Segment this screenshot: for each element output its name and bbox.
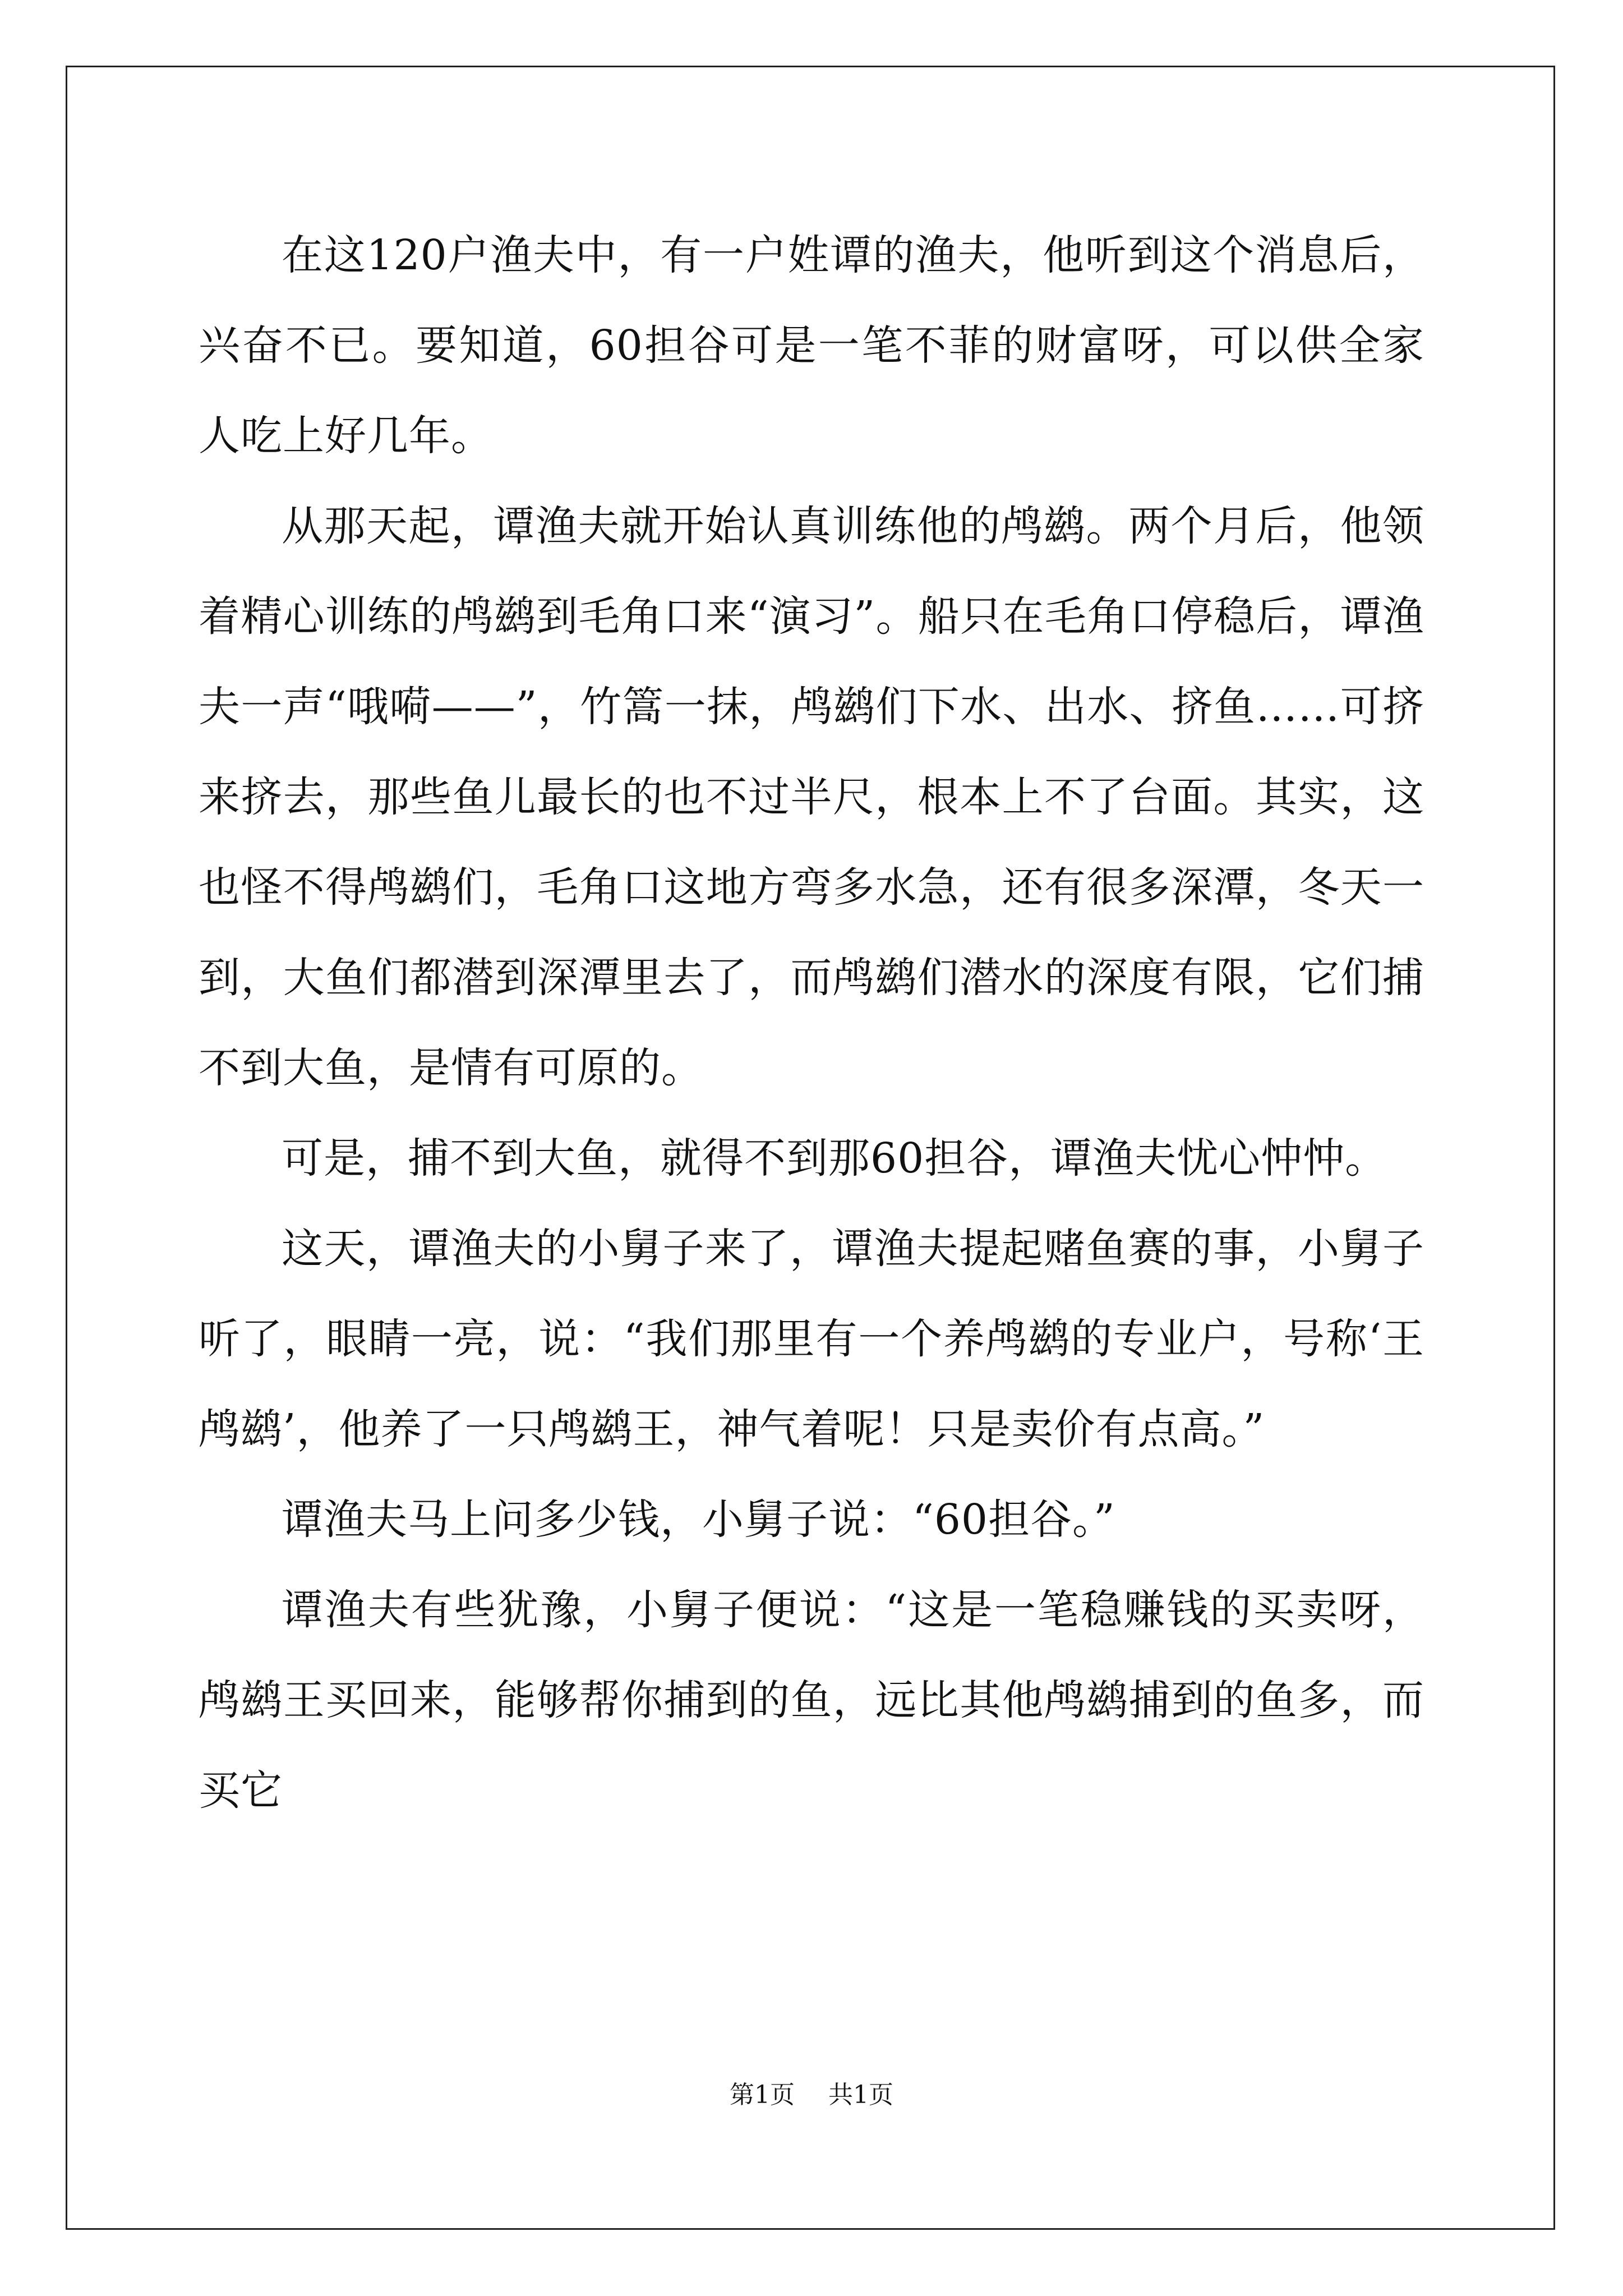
paragraph: 这天，谭渔夫的小舅子来了，谭渔夫提起赌鱼赛的事，小舅子听了，眼睛一亮，说：“我们那里有一个养鸬鹚的专业户，号称‘王鸬鹚’，他养了一只鸬鹚王，神气着呢！只是卖价有点高。”	[199, 1225, 1424, 1453]
total-pages: 共1页	[828, 2081, 893, 2109]
page-number: 第1页	[730, 2081, 795, 2109]
document-body	[199, 210, 1424, 1836]
paragraph: 在这120户渔夫中，有一户姓谭的渔夫，他听到这个消息后，兴奋不已。要知道，60担谷可是一笔不菲的财富呀，可以供全家人吃上好几年。	[199, 231, 1424, 460]
paragraph: 谭渔夫马上问多少钱，小舅子说：“60担谷。”	[282, 1496, 1115, 1544]
page-footer	[0, 2078, 1623, 2112]
paragraph: 从那天起，谭渔夫就开始认真训练他的鸬鹚。两个月后，他领着精心训练的鸬鹚到毛角口来“演习”。船只在毛角口停稳后，谭渔夫一声“哦嗬——”，竹篙一抹，鸬鹚们下水、出水、挤鱼……可挤来挤去，那些鱼儿最长的也不过半尺，根本上不了台面。其实，这也怪不得鸬鹚们，毛角口这地方弯多水急，还有很多深潭，冬天一到，大鱼们都潜到深潭里去了，而鸬鹚们潜水的深度有限，它们捕不到大鱼，是情有可原的。	[199, 502, 1424, 1092]
paragraph: 谭渔夫有些犹豫，小舅子便说：“这是一笔稳赚钱的买卖呀，鸬鹚王买回来，能够帮你捕到的鱼，远比其他鸬鹚捕到的鱼多，而买它	[199, 1586, 1424, 1815]
paragraph: 可是，捕不到大鱼，就得不到那60担谷，谭渔夫忧心忡忡。	[282, 1134, 1387, 1182]
